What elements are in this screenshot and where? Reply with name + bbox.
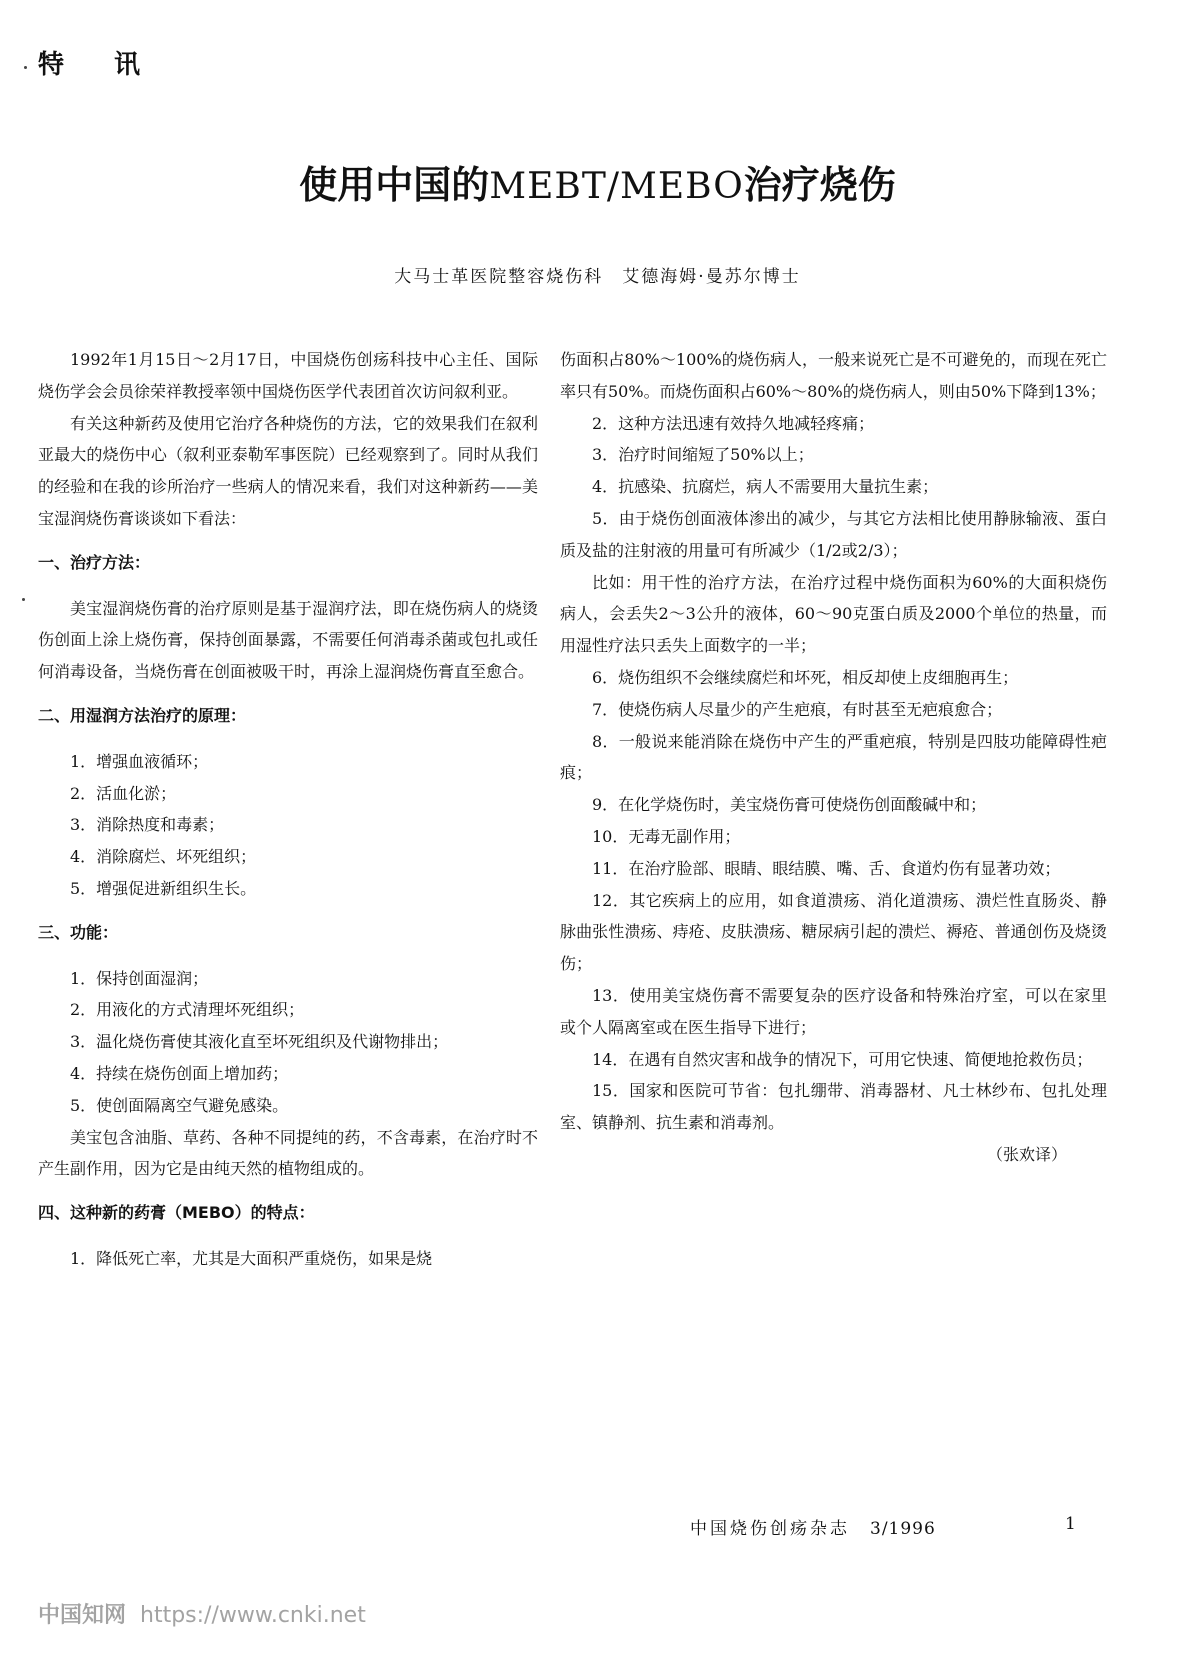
scan-speck — [24, 66, 27, 69]
title-pre: 使用中国的 — [299, 163, 490, 207]
left-column — [38, 344, 538, 1275]
feature-item: 4．抗感染、抗腐烂，病人不需要用大量抗生素； — [592, 477, 939, 497]
function-item: 5．使创面隔离空气避免感染。 — [70, 1095, 289, 1115]
journal-footer — [690, 1514, 936, 1539]
principle-item: 3．消除热度和毒素； — [70, 815, 225, 835]
journal-issue: 3/1996 — [870, 1519, 936, 1539]
feature-item: 6．烧伤组织不会继续腐烂和坏死，相反却使上皮细胞再生； — [592, 667, 1019, 687]
treatment-paragraph: 美宝湿润烧伤膏的治疗原则是基于湿润疗法，即在烧伤病人的烧烫伤创面上涂上烧伤膏，保持创面暴露，不需要任何消毒杀菌或包扎或任何消毒设备，当烧伤膏在创面被吸干时，再涂上湿润烧伤膏直至愈合。 — [38, 598, 538, 682]
intro-paragraph-1: 1992年1月15日～2月17日，中国烧伤创疡科技中心主任、国际烧伤学会会员徐荣祥教授率领中国烧伤医学代表团首次访问叙利亚。 — [38, 350, 538, 401]
feature-item: 8．一般说来能消除在烧伤中产生的严重疤痕，特别是四肢功能障碍性疤痕； — [560, 731, 1107, 783]
byline: 大马士革医院整容烧伤科 艾德海姆·曼苏尔博士 — [394, 267, 801, 287]
feature-item: 5．由于烧伤创面液体渗出的减少，与其它方法相比使用静脉输液、蛋白质及盐的注射液的用量可有所减少（1/2或2/3）； — [560, 508, 1107, 560]
heading-principle: 二、用湿润方法治疗的原理： — [38, 705, 247, 725]
function-item: 4．持续在烧伤创面上增加药； — [70, 1063, 289, 1083]
feature-item: 3．治疗时间缩短了50%以上； — [592, 445, 814, 465]
feature-item-continued: 伤面积占80%～100%的烧伤病人，一般来说死亡是不可避免的，而现在死亡率只有50%。而烧伤面积占60%～80%的烧伤病人，则由50%下降到13%； — [560, 350, 1107, 401]
translator-credit: （张欢译） — [986, 1144, 1067, 1164]
function-item: 3．温化烧伤膏使其液化直至坏死组织及代谢物排出； — [70, 1032, 449, 1052]
feature-item: 7．使烧伤病人尽量少的产生疤痕，有时甚至无疤痕愈合； — [592, 699, 1003, 719]
title-post: 治疗烧伤 — [743, 163, 896, 207]
feature-item: 11．在治疗脸部、眼睛、眼结膜、嘴、舌、食道灼伤有显著功效； — [592, 858, 1061, 878]
function-item: 1．保持创面湿润； — [70, 968, 209, 988]
cnki-logo: 中国知网 — [38, 1603, 127, 1628]
feature-item: 13．使用美宝烧伤膏不需要复杂的医疗设备和特殊治疗室，可以在家里或个人隔离室或在医生指导下进行； — [560, 985, 1107, 1037]
heading-features: 四、这种新的药膏（MEBO）的特点： — [38, 1203, 315, 1223]
intro-paragraph-2: 有关这种新药及使用它治疗各种烧伤的方法，它的效果我们在叙利亚最大的烧伤中心（叙利亚泰勒军事医院）已经观察到了。同时从我们的经验和在我的诊所治疗一些病人的情况来看，我们对这种新药——美宝湿润烧伤膏谈谈如下看法： — [38, 413, 538, 528]
feature-item: 14．在遇有自然灾害和战争的情况下，可用它快速、简便地抢救伤员； — [592, 1049, 1093, 1069]
section-tag: 特讯 — [38, 50, 191, 80]
article-title — [0, 154, 1195, 209]
page-number: 1 — [1065, 1514, 1076, 1534]
example-paragraph: 比如：用干性的治疗方法，在治疗过程中烧伤面积为60%的大面积烧伤病人，会丢失2～3公升的液体，60～90克蛋白质及2000个单位的热量，而用湿性疗法只丢失上面数字的一半； — [560, 572, 1107, 656]
right-column — [560, 344, 1107, 1171]
principle-item: 1．增强血液循环； — [70, 751, 209, 771]
journal-name: 中国烧伤创疡杂志 — [690, 1519, 850, 1539]
principle-item: 5．增强促进新组织生长。 — [70, 878, 257, 898]
principle-item: 4．消除腐烂、坏死组织； — [70, 847, 257, 867]
heading-function: 三、功能： — [38, 922, 119, 942]
feature-item: 2．这种方法迅速有效持久地减轻疼痛； — [592, 413, 875, 433]
feature-item: 10．无毒无副作用； — [592, 826, 741, 846]
feature-item: 1．降低死亡率，尤其是大面积严重烧伤，如果是烧 — [70, 1248, 433, 1268]
heading-treatment-method: 一、治疗方法： — [38, 552, 151, 572]
function-item: 2．用液化的方式清理坏死组织； — [70, 1000, 305, 1020]
feature-item: 15．国家和医院可节省：包扎绷带、消毒器材、凡士林纱布、包扎处理室、镇静剂、抗生素和消毒剂。 — [560, 1081, 1107, 1133]
watermark — [38, 1598, 366, 1629]
feature-item: 9．在化学烧伤时，美宝烧伤膏可使烧伤创面酸碱中和； — [592, 795, 987, 815]
title-latin: MEBT/MEBO — [489, 166, 744, 207]
feature-item: 12．其它疾病上的应用，如食道溃疡、消化道溃疡、溃烂性直肠炎、静脉曲张性溃疡、痔疮、皮肤溃疡、糖尿病引起的溃烂、褥疮、普通创伤及烧烫伤； — [560, 890, 1107, 974]
ingredients-paragraph: 美宝包含油脂、草药、各种不同提纯的药，不含毒素，在治疗时不产生副作用，因为它是由纯天然的植物组成的。 — [38, 1127, 538, 1179]
principle-item: 2．活血化淤； — [70, 783, 177, 803]
cnki-url[interactable]: https://www.cnki.net — [140, 1603, 366, 1628]
scan-speck — [22, 598, 25, 601]
